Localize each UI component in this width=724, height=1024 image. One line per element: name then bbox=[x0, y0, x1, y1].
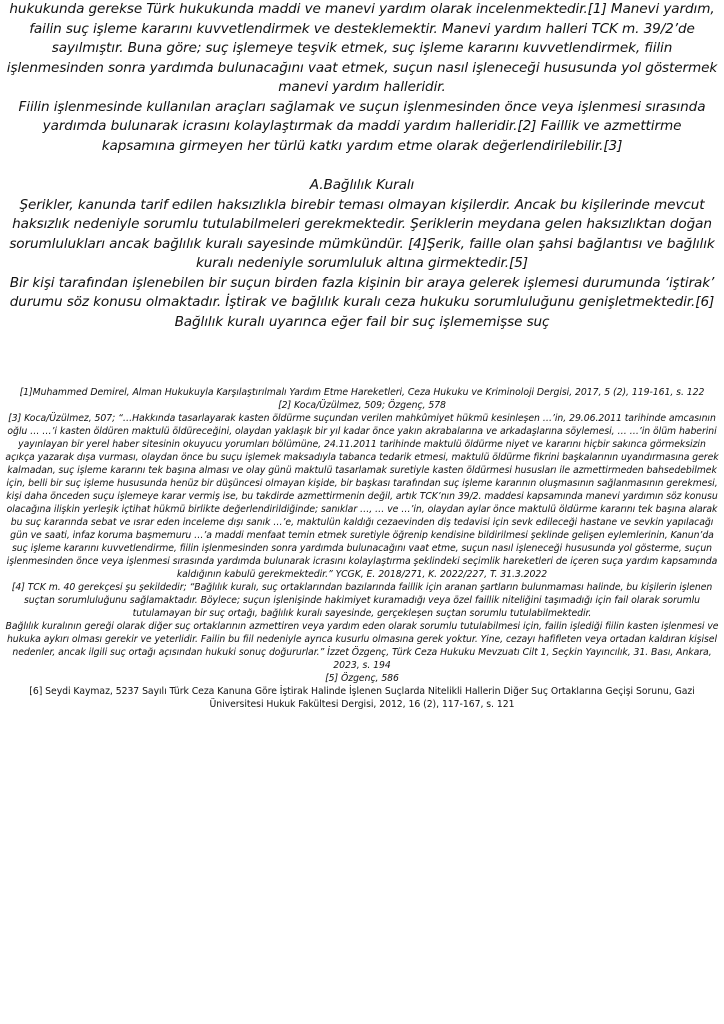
footnote-4-continued: Bağlılık kuralının gereği olarak diğer suç ortaklarının azmettiren veya yardım eden olarak sorumlu tutulabilmesi için, failin işlediği fiilin kasten işlenmesi ve hukuka aykırı olması gerekir ve yeterlidir. Failin bu fiil nedeniyle ayrıca kusurlu olmasına gerek yoktur. Yine, cezayı hafifleten veya ortadan kaldıran kişisel nedenler, ancak ilgili suç ortağı açısından hukuki sonuç doğururlar.” İzzet Özgenç, Türk Ceza Hukuku Mevzuatı Cilt 1, Seçkin Yayıncılık, 31. Bası, Ankara, 2023, s. 194 bbox=[5, 621, 719, 671]
paragraph-maddi-yardim: Fiilin işlenmesinde kullanılan araçları sağlamak ve suçun işlenmesinden önce veya işlenmesi sırasında yardımda bulunarak icrasını kolaylaştırmak da maddi yardım halleridir.[2] Faillik ve azmettirme kapsamına girmeyen her türlü katkı yardım etme olarak değerlendirilebilir.[3] bbox=[18, 98, 706, 154]
footnote-2: [2] Koca/Üzülmez, 509; Özgenç, 578 bbox=[278, 400, 446, 411]
footnote-5: [5] Özgenç, 586 bbox=[325, 673, 399, 684]
footnote-4: [4] TCK m. 40 gerekçesi şu şekildedir; “Bağlılık kuralı, suç ortaklarından bazılarında faillik için aranan şartların bulunmaması halinde, bu kişilerin işlenen suçtan sorumluluğunu sağlamaktadır. Böylece; suçun işlenişinde hakimiyet kuramadığı veya özel faillik niteliğini taşımadığı için fail olarak sorumlu tutulamayan bir suç ortağı, bağlılık kuralı sayesinde, gerçekleşen suçtan sorumlu tutulabilmektedir. bbox=[11, 582, 713, 619]
footnote-6: [6] Seydi Kaymaz, 5237 Sayılı Türk Ceza Kanuna Göre İştirak Halinde İşlenen Suçlarda Nitelikli Hallerin Diğer Suç Ortaklarına Geçişi Sorunu, Gazi Üniversitesi Hukuk Fakültesi Dergisi, 2012, 16 (2), 117-167, s. 121 bbox=[29, 686, 695, 710]
footnote-3: [3] Koca/Üzülmez, 507; “…Hakkında tasarlayarak kasten öldürme suçundan verilen mahkûmiyet hükmü kesinleşen …’in, 29.06.2011 tarihinde amcasının oğlu … …’i kasten öldüren maktulü öldüreceğini, olaydan yaklaşık bir yıl kadar önce yakın akrabalarına ve arkadaşlarına söylemesi, … …’in ölüm haberini yayınlayan bir yerel haber sitesinin okuyucu yorumları bölümüne, 24.11.2011 tarihinde maktulü öldürme niyet ve kararını hiçbir sakınca görmeksizin açıkça yazarak dışa vurması, olaydan önce bu suçu işlemek maksadıyla tabanca tedarik etmesi, maktulü öldürme fikrini başkalarının uyandırmasına gerek kalmadan, suç işleme kararını tek başına alması ve olay günü maktulü tasarlamak suretiyle kasten öldürmesi hususları ile azmettirmeden bahsedebilmek için, belli bir suç işleme hususunda henüz bir düşüncesi olmayan kişide, bir başkası tarafından suç işleme kararının oluşmasının sağlanmasının gerekmesi, kişi daha önceden suçu işlemeye karar vermiş ise, bu takdirde azmettirmenin değil, artık TCK’nın 39/2. maddesi kapsamında manevi yardımın söz konusu olacağına ilişkin yerleşik içtihat hükmü birlikte değerlendirildiğinde; sanıklar …, … ve …’in, olaydan aylar önce maktulü öldürme kararını tek başına alarak bu suç kararında sebat ve ısrar eden inceleme dışı sanık …’e, maktulün kaldığı cezaevinden diş tedavisi için sevk edileceği hastane ve sevkin yapılacağı gün ve saati, infaz koruma başmemuru …’a maddi menfaat temin etmek suretiyle öğrenip kendisine bildirilmesi şeklinde gelişen eylemlerinin, Kanun’da suç işleme kararını kuvvetlendirme, fiilin işlenmesinden sonra yardımda bulunacağını vaat etme, suçun nasıl işleneceği hususunda yol gösterme, suçun işlenmesinden önce veya işlenmesi sırasında yardımda bulunarak icrasını kolaylaştırma şeklindeki seçimlik hareketleri de içeren suça yardım kapsamında kaldığının kabulü gerekmektedir.” YCGK, E. 2018/271, K. 2022/227, T. 31.3.2022 bbox=[5, 413, 719, 580]
paragraph-istirak: Bir kişi tarafından işlenebilen bir suçun birden fazla kişinin bir araya gelerek işlemesi durumunda ‘iştirak’ durumu söz konusu olmaktadır. İştirak ve bağlılık kuralı ceza hukuku sorumluluğunu genişletmektedir.[6] Bağlılık kuralı uyarınca eğer fail bir suç işlememişse suç bbox=[9, 274, 715, 330]
section-heading: A.Bağlılık Kuralı bbox=[309, 177, 415, 193]
footnote-1: [1]Muhammed Demirel, Alman Hukukuyla Karşılaştırılmalı Yardım Etme Hareketleri, Ceza Hukuku ve Kriminoloji Dergisi, 2017, 5 (2), 119-161, s. 122 bbox=[19, 387, 705, 398]
footnotes bbox=[4, 386, 720, 711]
paragraph-serikler: Şerikler, kanunda tarif edilen haksızlıkla birebir teması olmayan kişilerdir. Ancak bu kişilerinde mevcut haksızlık nedeniyle sorumlu tutulabilmeleri gerekmektedir. Şeriklerin meydana gelen haksızlıktan doğan sorumlulukları ancak bağlılık kuralı sayesinde mümkündür. [4]Şerik, faille olan şahsi bağlantısı ve bağlılık kuralı nedeniyle sorumluluk altına girmektedir.[5] bbox=[9, 196, 715, 271]
main-text bbox=[6, 0, 718, 332]
paragraph-yardim-turleri: hukukunda gerekse Türk hukukunda maddi ve manevi yardım olarak incelenmektedir.[1] Manevi yardım, failin suç işleme kararını kuvvetlendirmek ve desteklemektir. Manevi yardım halleri TCK m. 39/2’de sayılmıştır. Buna göre; suç işlemeye teşvik etmek, suç işleme kararını kuvvetlendirmek, fiilin işlenmesinden sonra yardımda bulunacağını vaat etmek, suçun nasıl işleneceği hususunda yol göstermek manevi yardım halleridir. bbox=[6, 1, 718, 95]
